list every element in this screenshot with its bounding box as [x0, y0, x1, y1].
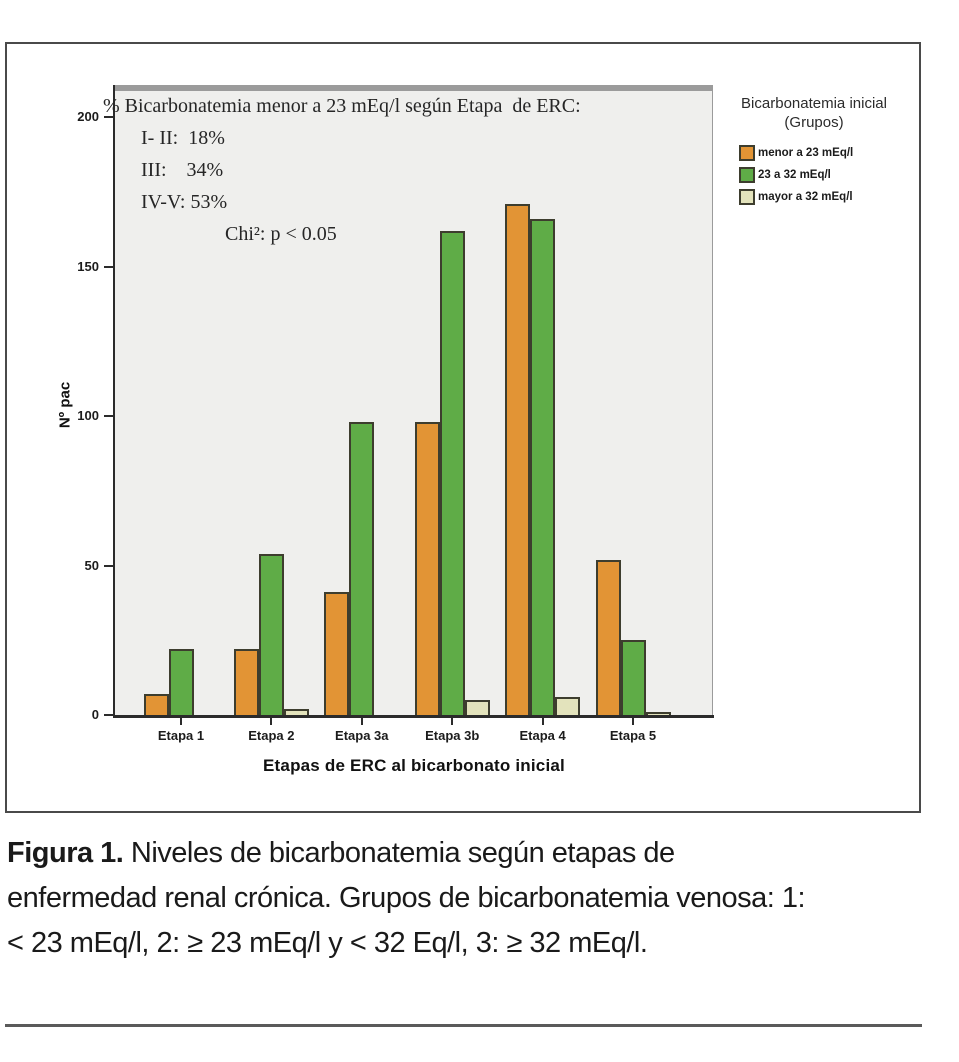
bar — [555, 697, 580, 715]
bar — [324, 592, 349, 715]
legend-item — [739, 145, 915, 161]
chart-annotation — [103, 90, 581, 250]
bottom-rule — [5, 1024, 922, 1027]
bar-group-etapa-3b — [415, 231, 490, 715]
annotation-line: III: 34% — [141, 159, 224, 181]
x-tick — [361, 718, 363, 725]
y-tick-label: 200 — [77, 109, 99, 124]
bar — [234, 649, 259, 715]
y-tick-label: 0 — [91, 707, 99, 722]
bar-group-etapa-4 — [505, 204, 580, 715]
y-axis-title: Nº pac — [56, 381, 74, 429]
legend-swatch-icon — [739, 189, 755, 205]
legend-label: menor a 23 mEq/l — [758, 147, 854, 159]
figure-frame — [5, 42, 921, 813]
bar-group-etapa-1 — [144, 649, 219, 715]
y-tick — [104, 565, 113, 567]
x-axis-title: Etapas de ERC al bicarbonato inicial — [263, 756, 565, 775]
x-tick-label: Etapa 3a — [335, 728, 389, 743]
annotation-line: I- II: 18% — [141, 127, 225, 149]
x-tick — [542, 718, 544, 725]
y-tick-label: 150 — [77, 258, 99, 274]
annotation-title: % Bicarbonatemia menor a 23 mEq/l según Etapa de ERC: — [103, 95, 581, 117]
legend-title: Bicarbonatemia inicial — [741, 95, 887, 112]
y-tick-label: 50 — [84, 557, 99, 573]
y-tick-label: 100 — [77, 408, 99, 423]
bar — [621, 640, 646, 715]
x-tick-label: Etapa 5 — [609, 728, 657, 743]
bar — [440, 231, 465, 715]
figure-caption-label: Figura 1. — [7, 837, 124, 869]
legend-swatch-icon — [739, 145, 755, 161]
bar — [465, 700, 490, 715]
bar-group-etapa-2 — [234, 554, 309, 715]
legend-label: 23 a 32 mEq/l — [758, 169, 831, 181]
x-tick-label: Etapa 2 — [248, 728, 295, 743]
y-tick — [104, 266, 113, 268]
x-tick — [451, 718, 453, 725]
chart-canvas — [7, 44, 919, 811]
x-tick-label: Etapa 3b — [425, 728, 480, 743]
x-tick — [180, 718, 182, 725]
annotation-line: IV-V: 53% — [141, 191, 228, 213]
bar — [169, 649, 194, 715]
legend-items — [713, 145, 915, 205]
bar — [415, 422, 440, 715]
legend-label: mayor a 32 mEq/l — [758, 191, 853, 203]
y-tick — [104, 714, 113, 716]
bar — [349, 422, 374, 715]
x-tick — [632, 718, 634, 725]
legend-item — [739, 167, 915, 183]
bar-group-etapa-5 — [596, 560, 671, 715]
bar — [596, 560, 621, 715]
legend — [713, 94, 915, 211]
legend-item — [739, 189, 915, 205]
bar — [259, 554, 284, 715]
bar — [530, 219, 555, 715]
annotation-chi: Chi²: p < 0.05 — [225, 223, 337, 245]
x-axis-line — [113, 715, 714, 718]
legend-swatch-icon — [739, 167, 755, 183]
legend-subtitle: (Grupos) — [784, 114, 844, 131]
y-tick — [104, 415, 113, 417]
bar — [505, 204, 530, 715]
x-tick-label: Etapa 1 — [157, 728, 205, 743]
figure-caption-text: Niveles de bicarbonatemia según etapas de enfermedad renal crónica. Grupos de bicarbonatemia venosa: 1: < 23 mEq/l, 2: ≥ 23 mEq/l y < 32 Eq/l, 3: ≥ 32 mEq/l. — [7, 837, 806, 959]
x-tick-label: Etapa 4 — [519, 728, 566, 743]
figure-caption — [7, 831, 812, 966]
bar — [144, 694, 169, 715]
bar-group-etapa-3a — [324, 422, 399, 715]
x-tick — [270, 718, 272, 725]
